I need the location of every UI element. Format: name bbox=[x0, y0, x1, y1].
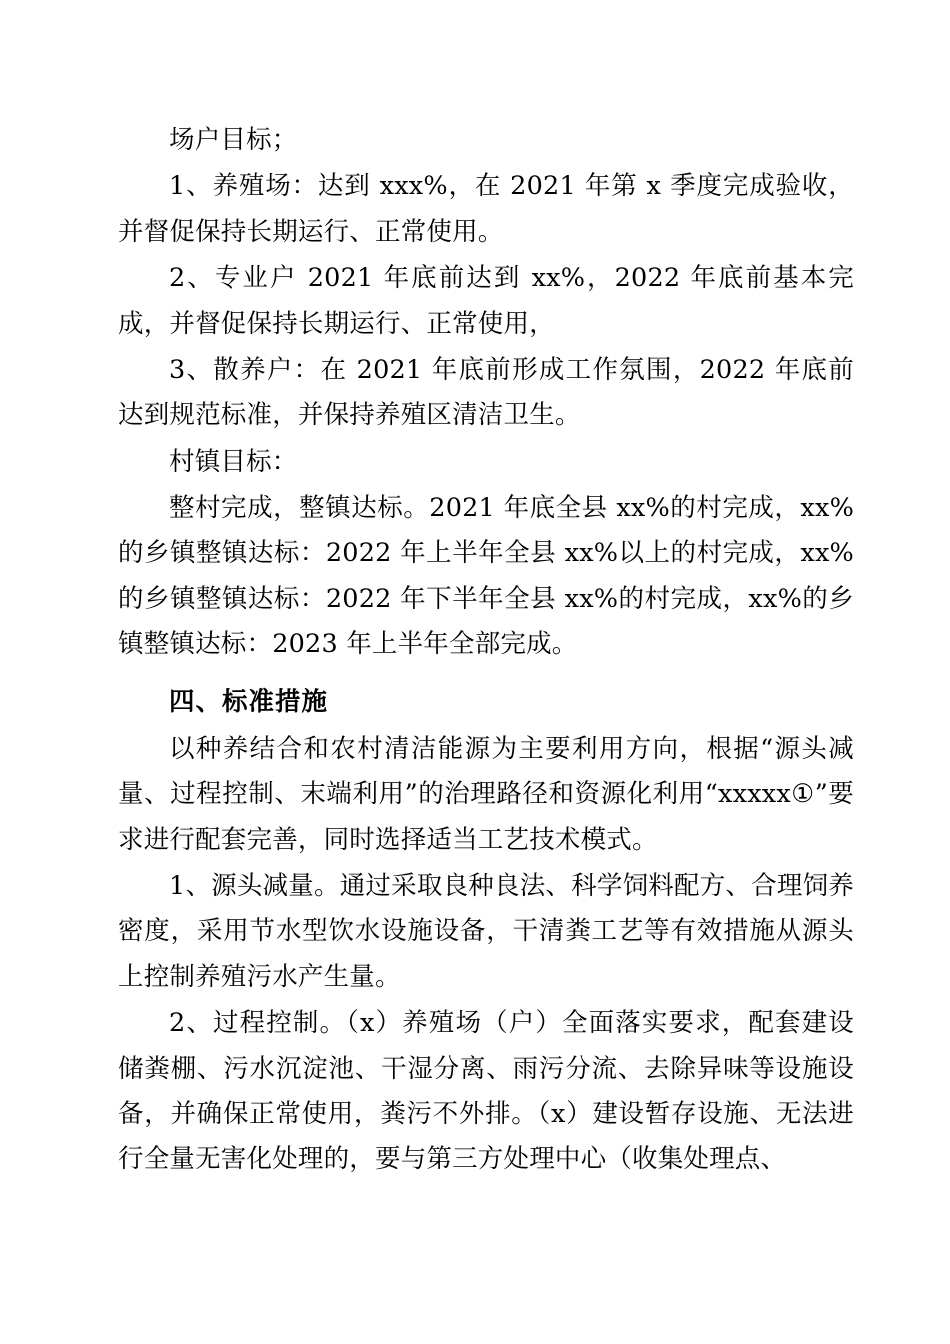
document-body bbox=[118, 118, 854, 1183]
paragraph-cunzhen-mubiao: 村镇目标： bbox=[169, 446, 298, 477]
paragraph-item-1-yangzhichang: 1、养殖场：达到 xxx%，在 2021 年第 x 季度完成验收，并督促保持长期运行、正常使用。 bbox=[118, 171, 854, 247]
paragraph-chang-hu-mubiao: 场户目标； bbox=[169, 125, 298, 155]
paragraph-item-3-sanyanghu: 3、散养户：在 2021 年底前形成工作氛围，2022 年底前达到规范标准，并保持养殖区清洁卫生。 bbox=[118, 354, 854, 431]
paragraph-item-2-zhuanyehu: 2、专业户 2021 年底前达到 xx%，2022 年底前基本完成，并督促保持长期运行、正常使用， bbox=[118, 263, 854, 339]
paragraph-cunzhen-detail: 整村完成，整镇达标。2021 年底全县 xx%的村完成，xx%的乡镇整镇达标：2022 年上半年全县 xx%以上的村完成，xx%的乡镇整镇达标：2022 年下半年全县 xx%的村完成，xx%的乡镇整镇达标：2023 年上半年全部完成。 bbox=[118, 493, 854, 660]
paragraph-section-item-1: 1、源头减量。通过采取良种良法、科学饲料配方、合理饲养密度，采用节水型饮水设施设备，干清粪工艺等有效措施从源头上控制养殖污水产生量。 bbox=[118, 871, 854, 992]
section-heading-4: 四、标准措施 bbox=[169, 686, 329, 717]
paragraph-section-item-2: 2、过程控制。（x）养殖场（户）全面落实要求，配套建设储粪棚、污水沉淀池、干湿分离、雨污分流、去除异味等设施设备，并确保正常使用，粪污不外排。（x）建设暂存设施、无法进行全量无害化处理的，要与第三方处理中心（收集处理点、 bbox=[118, 1008, 854, 1175]
paragraph-section-intro: 以种养结合和农村清洁能源为主要利用方向，根据“源头减量、过程控制、末端利用”的治理路径和资源化利用“xxxxx①”要求进行配套完善，同时选择适当工艺技术模式。 bbox=[118, 733, 854, 855]
